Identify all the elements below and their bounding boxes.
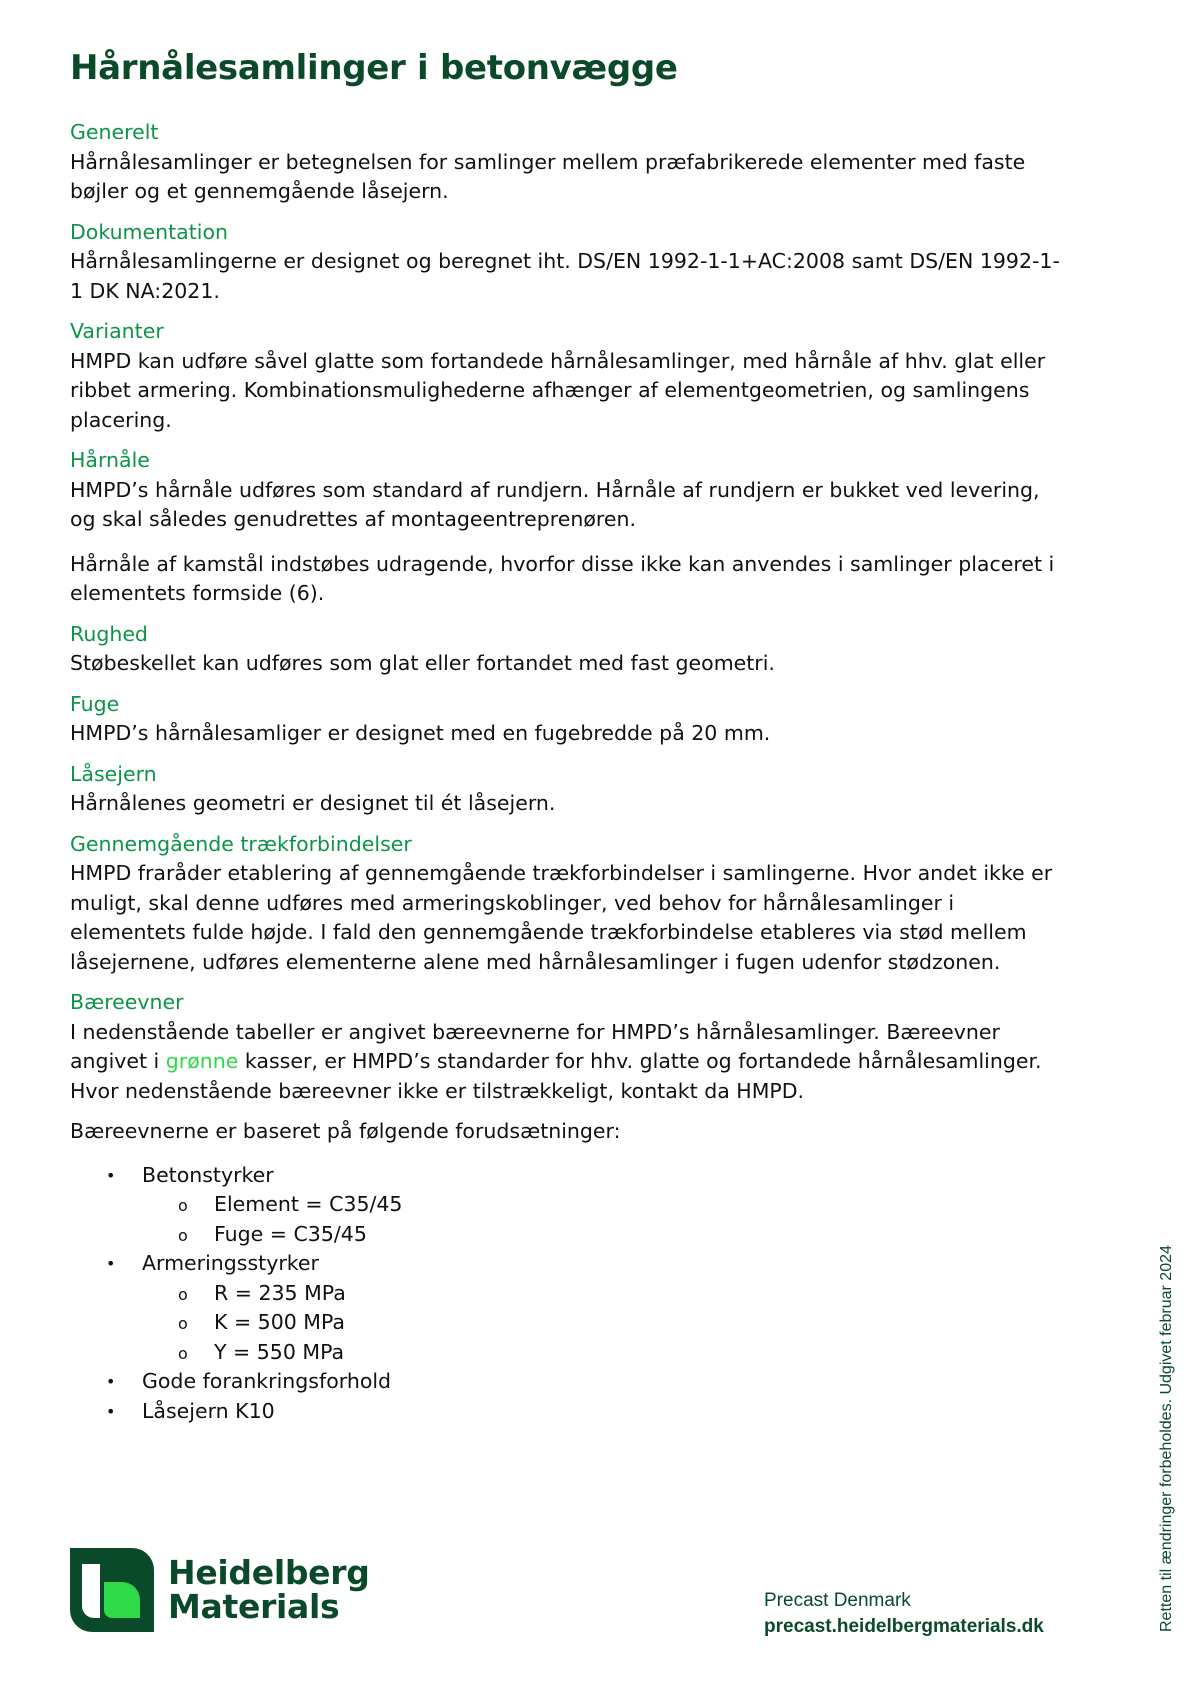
section-haarnaale: [70, 446, 1070, 609]
sub-list-item-label: Fuge = C35/45: [214, 1221, 367, 1246]
sub-list-item: [142, 1308, 1070, 1338]
website-link[interactable]: precast.heidelbergmaterials.dk: [764, 1616, 1044, 1637]
bullet-icon: •: [106, 1401, 116, 1421]
list-item: [70, 1161, 1070, 1250]
logo-line-1: Heidelberg: [168, 1553, 370, 1592]
section-paragraph: Støbeskellet kan udføres som glat eller fortandet med fast geometri.: [70, 651, 775, 675]
assumptions-intro: Bæreevnerne er baseret på følgende forudsætninger:: [70, 1119, 621, 1143]
section-paragraph: [70, 1018, 1070, 1107]
section-paragraph: HMPD’s hårnåle udføres som standard af rundjern. Hårnåle af rundjern er bukket ved levering, og skal således genudrettes af montageentreprenøren.: [70, 477, 1040, 531]
section-paragraph: Hårnålenes geometri er designet til ét låsejern.: [70, 791, 556, 815]
sub-list: [142, 1190, 1070, 1249]
heidelberg-materials-logo: [70, 1548, 370, 1632]
section-generelt: [70, 118, 1070, 207]
list-item: [70, 1367, 1070, 1397]
sub-list-item-label: Element = C35/45: [214, 1192, 403, 1216]
list-item: [70, 1249, 1070, 1367]
bullet-icon: •: [106, 1372, 116, 1391]
section-paragraph: HMPD fraråder etablering af gennemgående trækforbindelser i samlingerne. Hvor andet ikke er muligt, skal denne udføres med armeringskoblinger, ved behov for hårnålesamlinger i elementets fulde højde. I fald den gennemgående trækforbindelse etableres via stød mellem låsejernene, udføres elementerne alene med hårnålesamlinger i fugen udenfor stødzonen.: [70, 861, 1053, 974]
section-paragraph: Hårnåle af kamstål indstøbes udragende, hvorfor disse ikke kan anvendes i samlinger placeret i elementets formside (6).: [70, 551, 1055, 605]
section-heading: Varianter: [70, 319, 164, 343]
logo-mark-icon: [70, 1548, 154, 1632]
section-paragraph: Hårnålesamlinger er betegnelsen for samlinger mellem præfabrikerede elementer med faste bøjler og et gennemgående låsejern.: [70, 149, 1026, 203]
section-heading: Fuge: [70, 691, 120, 716]
list-item-label: Gode forankringsforhold: [142, 1369, 392, 1393]
footer-contact: [764, 1588, 1044, 1640]
section-paragraph: HMPD kan udføre såvel glatte som fortandede hårnålesamlinger, med hårnåle af hhv. glat eller ribbet armering. Kombinationsmulighederne afhænger af elementgeometrien, og samlingens placering.: [70, 348, 1046, 432]
sub-list-item-label: R = 235 MPa: [214, 1280, 346, 1305]
section-paragraph: HMPD’s hårnålesamliger er designet med en fugebredde på 20 mm.: [70, 721, 771, 745]
document-body: [70, 118, 1070, 1426]
section-heading: Låsejern: [70, 761, 157, 786]
circle-bullet-icon: o: [178, 1343, 188, 1363]
section-traekforbindelser: [70, 830, 1070, 978]
section-paragraph: Hårnålesamlingerne er designet og beregnet iht. DS/EN 1992-1-1+AC:2008 samt DS/EN 1992-1-1 DK NA:2021.: [70, 249, 1060, 303]
sub-list-item-label: K = 500 MPa: [214, 1310, 345, 1334]
sub-list-item: [142, 1190, 1070, 1220]
green-highlight-text: grønne: [165, 1049, 239, 1073]
list-item-label: Låsejern K10: [142, 1398, 275, 1423]
sub-list-item: [142, 1338, 1070, 1368]
paragraph-text: kasser, er HMPD’s standarder for hhv. glatte og fortandede hårnålesamlinger. Hvor nedenstående bæreevner ikke er tilstrækkeligt, kontakt da HMPD.: [70, 1049, 1042, 1103]
paragraph-text: I nedenstående tabeller er angivet bæreevnerne for HMPD’s hårnålesamlinger. Bæreevner angivet i: [70, 1019, 1000, 1073]
sub-list-item: [142, 1220, 1070, 1250]
sub-list: [142, 1279, 1070, 1368]
section-dokumentation: [70, 218, 1070, 307]
sub-list-item: [142, 1279, 1070, 1309]
section-laasejern: [70, 760, 1070, 819]
company-name: Precast Denmark: [764, 1590, 911, 1611]
section-heading: Bæreevner: [70, 990, 184, 1014]
section-rughed: [70, 620, 1070, 679]
logo-line-2: Materials: [168, 1587, 340, 1626]
circle-bullet-icon: o: [178, 1284, 188, 1304]
section-heading: Gennemgående trækforbindelser: [70, 831, 412, 856]
publication-note: Retten til ændringer forbeholdes. Udgivet februar 2024: [1158, 1245, 1175, 1632]
section-heading: Dokumentation: [70, 219, 229, 244]
circle-bullet-icon: o: [178, 1314, 188, 1333]
section-heading: Generelt: [70, 120, 159, 144]
section-fuge: [70, 690, 1070, 749]
page-title: Hårnålesamlinger i betonvægge: [70, 48, 678, 88]
bullet-icon: •: [106, 1254, 116, 1273]
list-item-label: Betonstyrker: [142, 1162, 274, 1187]
section-heading: Hårnåle: [70, 448, 150, 472]
bullet-icon: •: [106, 1165, 116, 1185]
circle-bullet-icon: o: [178, 1225, 188, 1245]
logo-wordmark: [168, 1553, 370, 1626]
section-baereevner: [70, 988, 1070, 1106]
sub-list-item-label: Y = 550 MPa: [214, 1339, 345, 1364]
list-item: [70, 1397, 1070, 1427]
assumptions-list: [70, 1161, 1070, 1427]
list-item-label: Armeringsstyrker: [142, 1251, 319, 1275]
section-varianter: [70, 317, 1070, 435]
section-heading: Rughed: [70, 621, 148, 646]
circle-bullet-icon: o: [178, 1196, 188, 1215]
